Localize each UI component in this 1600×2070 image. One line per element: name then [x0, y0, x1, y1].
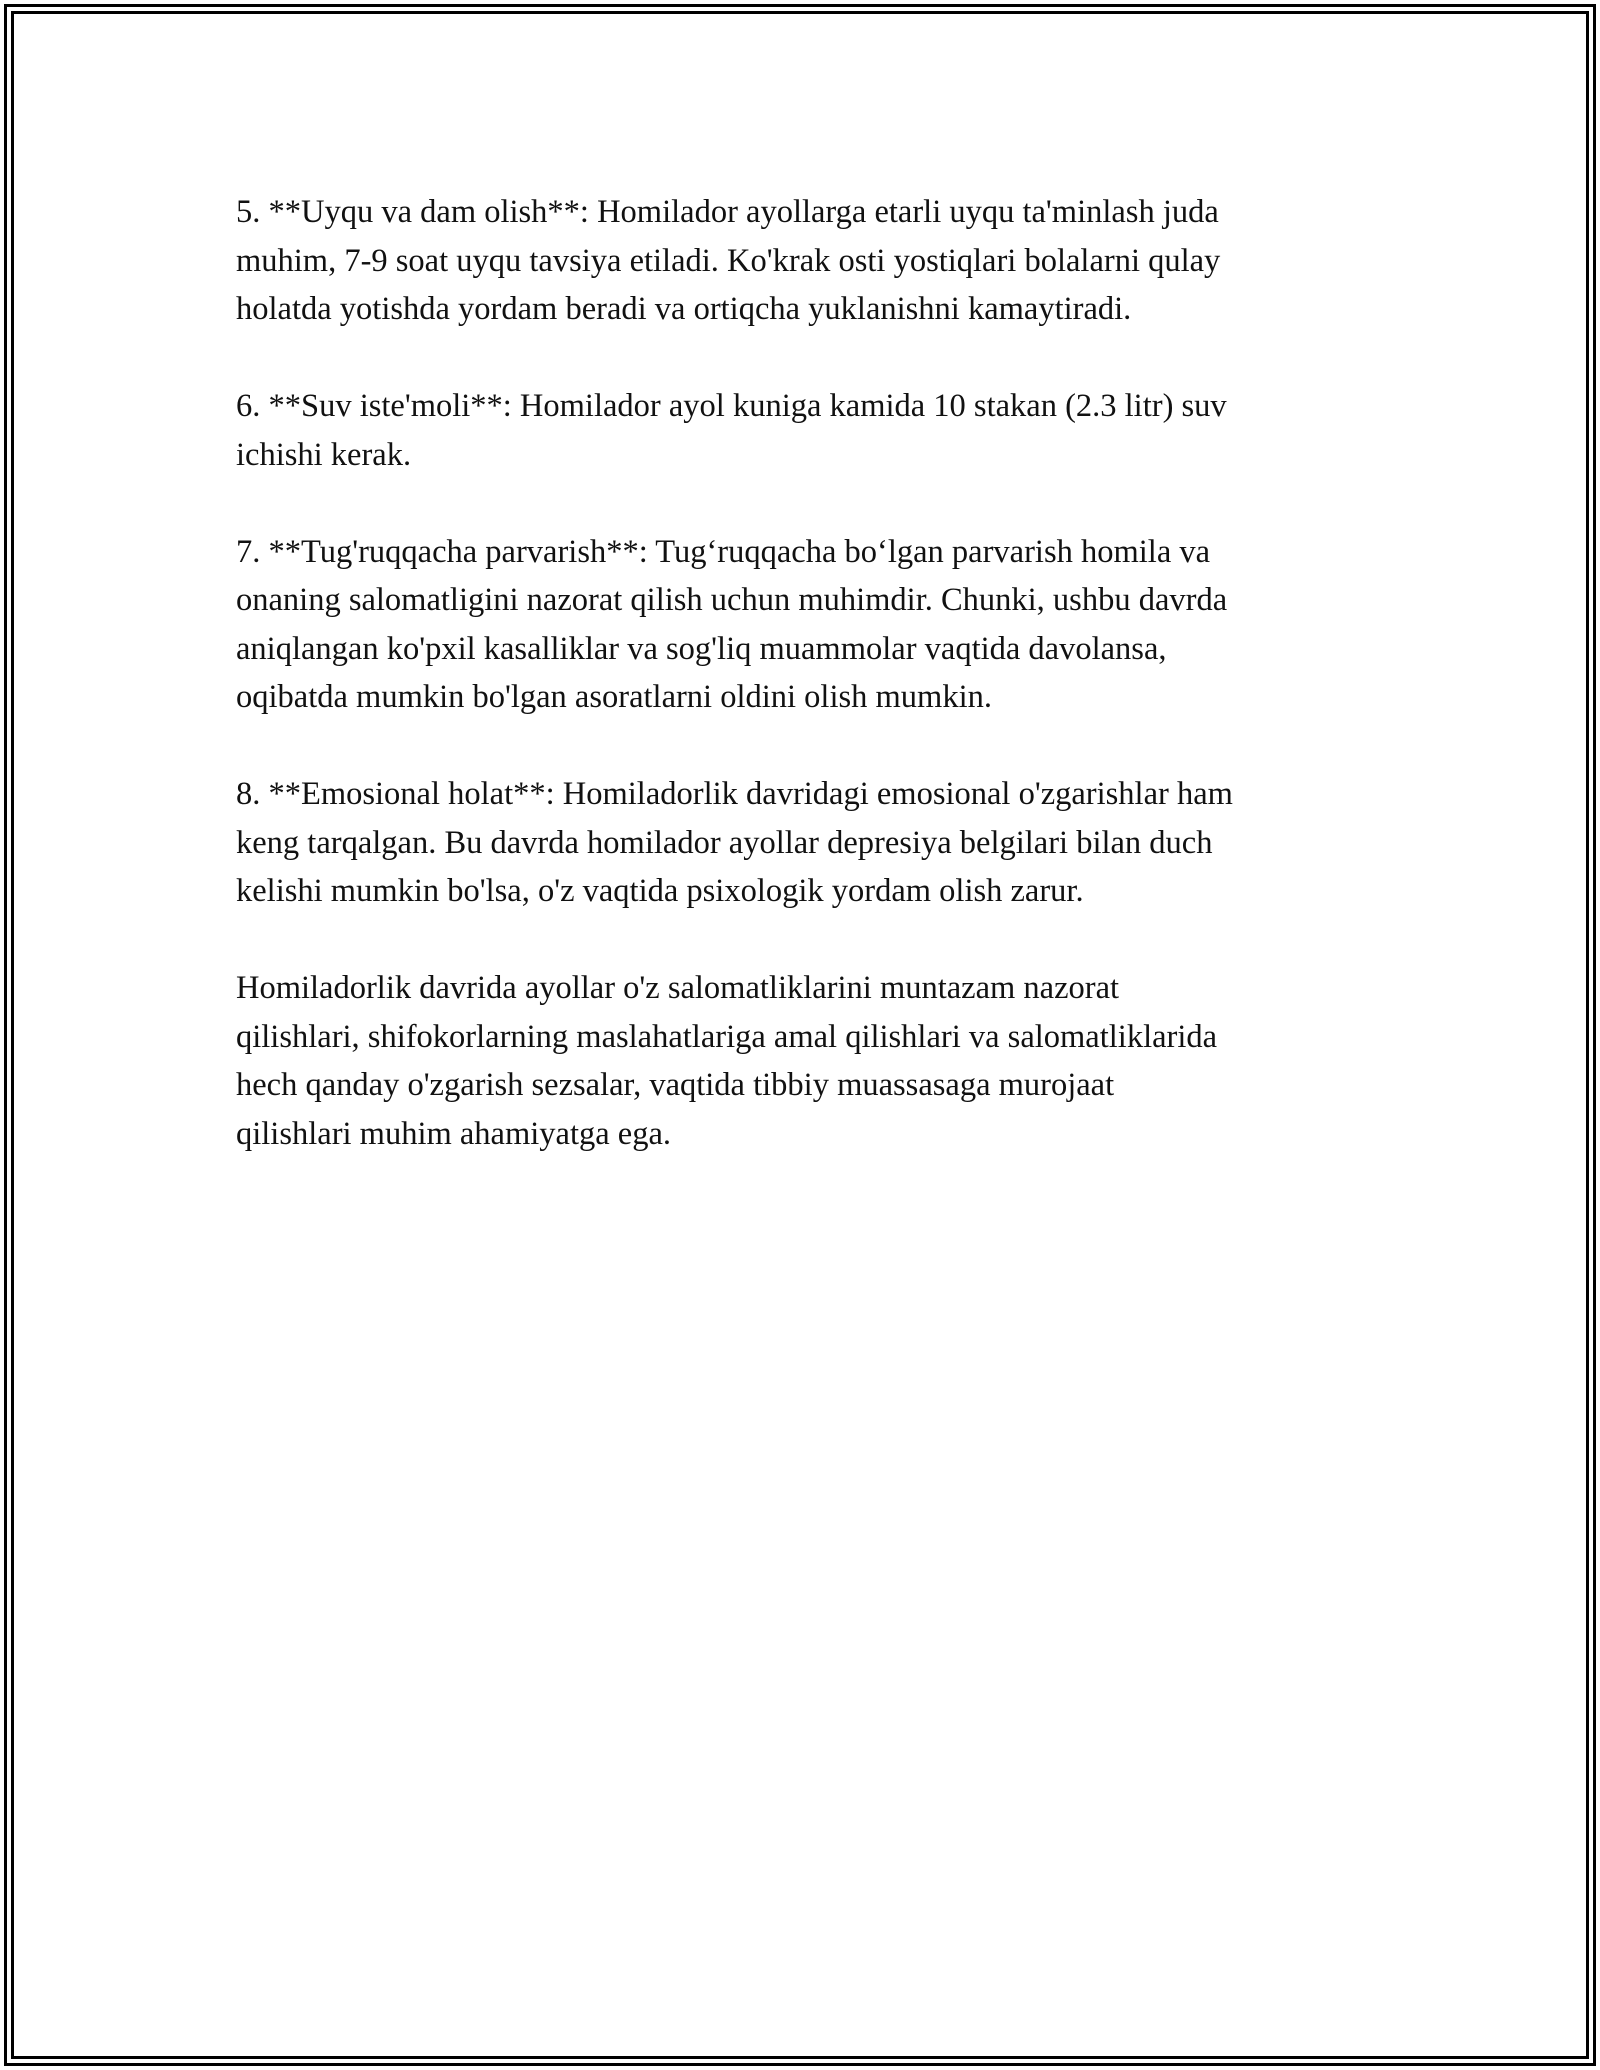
paragraph-conclusion: Homiladorlik davrida ayollar o'z salomatliklarini muntazam nazorat qilishlari, shifokorlarning maslahatlariga amal qilishlari va salomatliklarida hech qanday o'zgarish sezsalar, vaqtida tibbiy muassasaga murojaat qilishlari muhim ahamiyatga ega.: [236, 970, 1218, 1152]
paragraph-water-intake: 6. **Suv iste'moli**: Homilador ayol kuniga kamida 10 stakan (2.3 litr) suv ichishi kerak.: [236, 388, 1227, 473]
paragraph-prenatal-care: 7. **Tug'ruqqacha parvarish**: Tug‘ruqqacha bo‘lgan parvarish homila va onaning salomatligini nazorat qilish uchun muhimdir. Chunki, ushbu davrda aniqlangan ko'pxil kasalliklar va sog'liq muammolar vaqtida davolansa, oqibatda mumkin bo'lgan asoratlarni oldini olish mumkin.: [236, 533, 1228, 715]
document-body: [236, 188, 1386, 1207]
paragraph-emotional-state: 8. **Emosional holat**: Homiladorlik davridagi emosional o'zgarishlar ham keng tarqalgan. Bu davrda homilador ayollar depresiya belgilari bilan duch kelishi mumkin bo'lsa, o'z vaqtida psixologik yordam olish zarur.: [236, 776, 1233, 909]
paragraph-sleep-rest: 5. **Uyqu va dam olish**: Homilador ayollarga etarli uyqu ta'minlash juda muhim, 7-9 soat uyqu tavsiya etiladi. Ko'krak osti yostiqlari bolalarni qulay holatda yotishda yordam beradi va ortiqcha yuklanishni kamaytiradi.: [236, 194, 1221, 327]
